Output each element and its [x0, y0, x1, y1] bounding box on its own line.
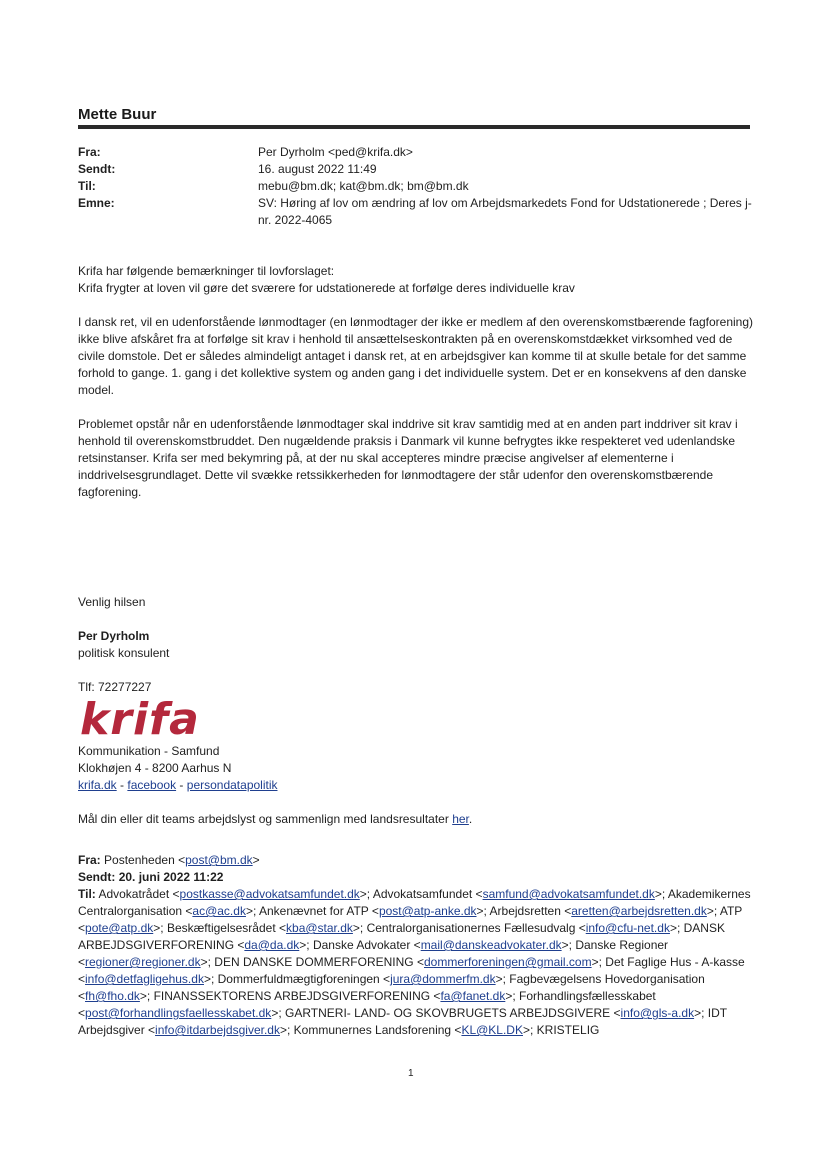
- recipient-email[interactable]: regioner@regioner.dk: [85, 955, 201, 969]
- krifa-logo: krifa: [80, 694, 200, 745]
- intro-paragraph: [78, 263, 758, 297]
- recipient-name: Dommerfuldmægtigforeningen: [217, 972, 380, 986]
- fwd-from-row: [78, 852, 758, 869]
- greeting: Venlig hilsen: [78, 595, 146, 609]
- recipient-email[interactable]: info@itdarbejdsgiver.dk: [155, 1023, 280, 1037]
- recipient-email[interactable]: samfund@advokatsamfundet.dk: [482, 887, 655, 901]
- spacer: [78, 611, 758, 628]
- recipient-email[interactable]: dommerforeningen@gmail.com: [424, 955, 592, 969]
- signer-name: Per Dyrholm: [78, 629, 150, 643]
- recipient-trailing: KRISTELIG: [536, 1023, 600, 1037]
- fwd-sent-row: [78, 869, 758, 886]
- fwd-sent-label: Sendt:: [78, 870, 116, 884]
- recipient-email[interactable]: ac@ac.dk: [192, 904, 246, 918]
- recipient-email[interactable]: mail@danskeadvokater.dk: [420, 938, 562, 952]
- recipient-email[interactable]: pote@atp.dk: [85, 921, 154, 935]
- intro-line-2: Krifa frygter at loven vil gøre det sværere for udstationerede at forfølge deres individuelle krav: [78, 281, 575, 295]
- signature-block: [78, 594, 758, 696]
- email-header: [78, 144, 758, 229]
- from-label: Fra:: [78, 145, 101, 159]
- invite-link[interactable]: her: [452, 812, 469, 826]
- recipient-email[interactable]: info@gls-a.dk: [620, 1006, 695, 1020]
- header-divider: [78, 125, 750, 129]
- recipient-name: Advokatsamfundet: [372, 887, 473, 901]
- link-separator: -: [120, 778, 125, 792]
- fwd-to-row: Til: Advokatrådet <postkasse@advokatsamfundet.dk>; Advokatsamfundet <samfund@advokatsamfundet.dk>; Akademikernes Centralorganisation <ac@ac.dk>; Ankenævnet for ATP <post@atp-anke.dk>; Arbejdsretten <aretten@arbejdsretten.dk>; ATP <pote@atp.dk>; Beskæftigelsesrådet <kba@star.dk>; Centralorganisationernes Fællesudvalg <info@cfu-net.dk>; DANSK ARBEJDSGIVERFORENING <da@da.dk>; Danske Advokater <mail@danskeadvokater.dk>; Danske Regioner <regioner@regioner.dk>; DEN DANSKE DOMMERFORENING <dommerforeningen@gmail.com>; Det Faglige Hus - A-kasse <info@detfagligehus.dk>; Dommerfuldmægtigforeningen <jura@dommerfm.dk>; Fagbevægelsens Hovedorganisation <fh@fho.dk>; FINANSSEKTORENS ARBEJDSGIVERFORENING <fa@fanet.dk>; Forhandlingsfællesskabet <post@forhandlingsfaellesskabet.dk>; GARTNERI- LAND- OG SKOVBRUGETS ARBEJDSGIVERE <info@gls-a.dk>; IDT Arbejdsgiver <info@itdarbejdsgiver.dk>; Kommunernes Landsforening <KL@KL.DK>; KRISTELIG: [78, 887, 751, 1037]
- recipient-name: GARTNERI- LAND- OG SKOVBRUGETS ARBEJDSGIVERE: [285, 1006, 611, 1020]
- recipient-email[interactable]: post@forhandlingsfaellesskabet.dk: [85, 1006, 272, 1020]
- recipient-name: Kommunernes Landsforening: [293, 1023, 452, 1037]
- invite-end: .: [468, 812, 473, 826]
- forwarded-message: [78, 852, 758, 1039]
- recipient-name: Ankenævnet for ATP: [258, 904, 369, 918]
- recipient-name: DEN DANSKE DOMMERFORENING: [214, 955, 414, 969]
- recipient-email[interactable]: fa@fanet.dk: [440, 989, 506, 1003]
- to-label: Til:: [78, 179, 96, 193]
- recipient-name: DANSK ARBEJDSGIVERFORENING: [78, 921, 725, 952]
- email-body: [78, 263, 758, 518]
- recipient-email[interactable]: post@atp-anke.dk: [378, 904, 477, 918]
- recipient-name: Centralorganisationernes Fællesudvalg: [366, 921, 576, 935]
- fwd-from-email[interactable]: post@bm.dk: [185, 853, 253, 867]
- sent-value: 16. august 2022 11:49: [258, 162, 377, 176]
- recipient-name: Fagbevægelsens Hovedorganisation: [509, 972, 705, 986]
- recipient-name: Advokatrådet: [98, 887, 170, 901]
- recipient-name: Det Faglige Hus - A-kasse: [605, 955, 745, 969]
- sent-row: [78, 161, 758, 178]
- privacy-policy-link[interactable]: persondatapolitik: [186, 778, 278, 792]
- subject-label: Emne:: [78, 196, 115, 210]
- intro-line-1: Krifa har følgende bemærkninger til lovforslaget:: [78, 264, 335, 278]
- facebook-link[interactable]: facebook: [127, 778, 177, 792]
- signer-title: politisk konsulent: [78, 646, 170, 660]
- link-separator: -: [179, 778, 184, 792]
- recipient-email[interactable]: postkasse@advokatsamfundet.dk: [179, 887, 360, 901]
- recipient-name: Danske Regioner: [575, 938, 669, 952]
- recipient-name: Forhandlingsfællesskabet: [519, 989, 656, 1003]
- fwd-sent-value: 20. juni 2022 11:22: [118, 870, 224, 884]
- recipient-name: Akademikernes Centralorganisation: [78, 887, 751, 918]
- subject-value: SV: Høring af lov om ændring af lov om Arbejdsmarkedets Fond for Udstationerede ; Deres j-nr. 2022-4065: [258, 196, 752, 227]
- tagline: Kommunikation - Samfund: [78, 744, 220, 758]
- recipient-email[interactable]: jura@dommerfm.dk: [390, 972, 496, 986]
- subject-row: [78, 195, 758, 229]
- recipient-email[interactable]: KL@KL.DK: [461, 1023, 523, 1037]
- recipient-name: Beskæftigelsesrådet: [166, 921, 276, 935]
- recipient-email[interactable]: kba@star.dk: [286, 921, 353, 935]
- recipient-name: Arbejdsretten: [489, 904, 561, 918]
- signer-phone: Tlf: 72277227: [78, 680, 152, 694]
- recipient-email[interactable]: da@da.dk: [244, 938, 300, 952]
- krifa-link[interactable]: krifa.dk: [78, 778, 117, 792]
- recipient-email[interactable]: info@detfagligehus.dk: [85, 972, 204, 986]
- page-number: 1: [408, 1068, 414, 1079]
- to-value: mebu@bm.dk; kat@bm.dk; bm@bm.dk: [258, 179, 469, 193]
- fwd-from-close: >: [252, 853, 260, 867]
- mailbox-owner-name: Mette Buur: [78, 106, 157, 123]
- body-paragraph-2: I dansk ret, vil en udenforstående lønmodtager (en lønmodtager der ikke er medlem af den overenskomstbærende fagforening) ikke blive afskåret fra at forfølge sit krav i henhold til ansættelseskontrakten på en overenskomstdækket virksomhed ved de civile domstole. Det er således almindeligt antaget i dansk ret, at en arbejdsgiver kan komme til at skulle betale for det samme forhold to gange. 1. gang i det kollektive system og anden gang i det individuelle system. Det er en konsekvens af den danske model.: [78, 315, 754, 397]
- body-paragraph-3: Problemet opstår når en udenforstående lønmodtager skal inddrive sit krav samtidig med at en anden part inddriver sit krav i henhold til overenskomstbruddet. Den nugældende praksis i Danmark vil kunne befrygtes ikke respekteret ved udenlandske retsinstanser. Krifa ser med bekymring på, at der nu skal accepteres mindre præcise angivelser af elementerne i inddrivelsesgrundlaget. Dette vil svække retssikkerheden for lønmodtagere der står udenfor den overenskomstbærende fagforening.: [78, 417, 738, 499]
- spacer: [78, 662, 758, 679]
- fwd-from-label: Fra:: [78, 853, 101, 867]
- contact-block: [78, 743, 278, 794]
- recipient-name: Danske Advokater: [312, 938, 411, 952]
- recipient-name: FINANSSEKTORENS ARBEJDSGIVERFORENING: [153, 989, 431, 1003]
- invite-text: Mål din eller dit teams arbejdslyst og sammenlign med landsresultater: [78, 812, 449, 826]
- recipient-name: IDT Arbejdsgiver: [78, 1006, 727, 1037]
- fwd-from-name: Postenheden <: [104, 853, 186, 867]
- survey-invite: [78, 811, 472, 828]
- links-row: [78, 777, 278, 794]
- fwd-to-label: Til:: [78, 887, 96, 901]
- to-row: [78, 178, 758, 195]
- address: Klokhøjen 4 - 8200 Aarhus N: [78, 761, 232, 775]
- recipient-email[interactable]: fh@fho.dk: [85, 989, 140, 1003]
- from-row: [78, 144, 758, 161]
- recipient-name: ATP: [719, 904, 743, 918]
- recipient-email[interactable]: aretten@arbejdsretten.dk: [571, 904, 707, 918]
- sent-label: Sendt:: [78, 162, 116, 176]
- from-value: Per Dyrholm <ped@krifa.dk>: [258, 145, 413, 159]
- recipient-email[interactable]: info@cfu-net.dk: [585, 921, 670, 935]
